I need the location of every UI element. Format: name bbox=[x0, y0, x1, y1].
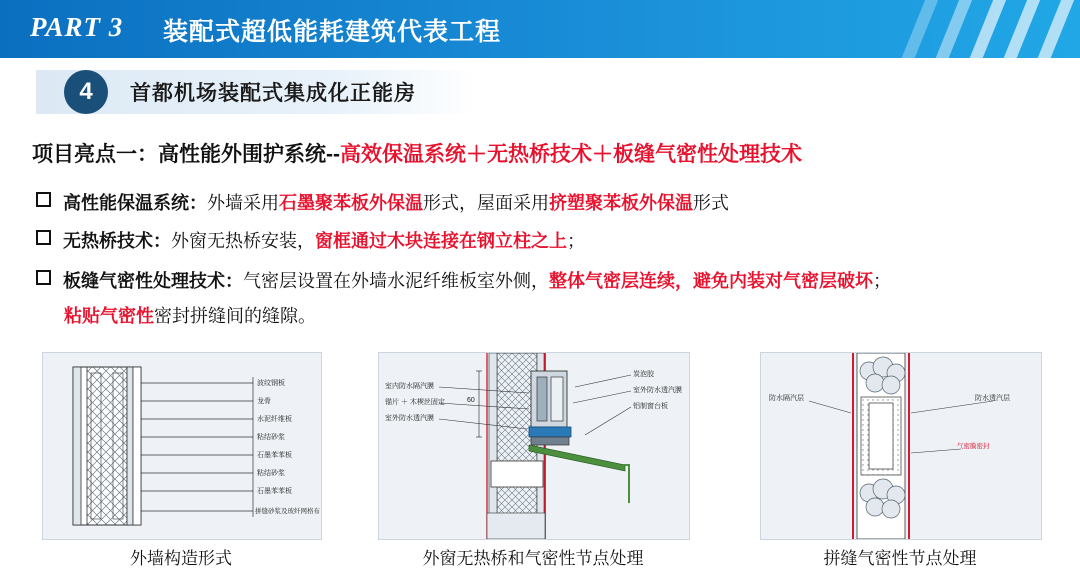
bullet-text: 形式，屋面采用 bbox=[423, 193, 549, 213]
bullet-item bbox=[36, 228, 585, 255]
figure-label: 波纹钢板 bbox=[257, 380, 285, 387]
figure-label: 室内防水隔汽膜 bbox=[385, 383, 434, 390]
figure-label: 龙骨 bbox=[257, 398, 271, 405]
section-title: 首都机场装配式集成化正能房 bbox=[130, 82, 416, 105]
figure-caption: 拼缝气密性节点处理 bbox=[823, 549, 977, 568]
bullet-text: 密封拼缝间的缝隙。 bbox=[154, 306, 316, 326]
part-title: 装配式超低能耗建筑代表工程 bbox=[163, 18, 502, 46]
joint-node-diagram bbox=[761, 353, 1041, 539]
bullet-square-icon bbox=[36, 270, 51, 285]
bullet-text-red: 整体气密层连续，避免内装对气密层破坏 bbox=[549, 271, 873, 291]
lead-prefix: 项目亮点一：高性能外围护系统-- bbox=[32, 143, 340, 166]
bullet-item bbox=[36, 190, 729, 217]
bullet-text-red: 挤塑聚苯板外保温 bbox=[549, 193, 693, 213]
figure-label: 防水隔汽层 bbox=[769, 395, 804, 402]
bullet-text: ； bbox=[567, 231, 585, 251]
bullet-square-icon bbox=[36, 192, 51, 207]
figure-image bbox=[760, 352, 1042, 540]
figure-label: 室外防水透汽膜 bbox=[633, 387, 682, 394]
figure-image bbox=[42, 352, 322, 540]
header-slash-decoration bbox=[750, 0, 1080, 58]
figure-dimension-label: 60 bbox=[467, 397, 475, 404]
bullet-text-red: 窗框通过木块连接在钢立柱之上 bbox=[315, 231, 567, 251]
bullet-label: 板缝气密性处理技术： bbox=[63, 271, 243, 291]
figure-label: 石墨苯苯板 bbox=[257, 452, 292, 459]
figure-label: 炭泡胶 bbox=[633, 371, 654, 378]
part-label: PART 3 bbox=[30, 12, 124, 42]
figure-label: 锚片 ＋ 木楔丝固定 bbox=[385, 399, 445, 406]
bullet-text: 外窗无热桥安装， bbox=[171, 231, 315, 251]
bullet-label: 无热桥技术： bbox=[63, 231, 171, 251]
lead-highlight: 高效保温系统＋无热桥技术＋板缝气密性处理技术 bbox=[340, 143, 802, 166]
bullet-text: ； bbox=[873, 271, 891, 291]
bullet-continuation bbox=[64, 302, 316, 328]
bullet-text-red: 粘贴气密性 bbox=[64, 306, 154, 326]
figure-label: 水泥纤维板 bbox=[257, 416, 292, 423]
figure-label: 石墨苯苯板 bbox=[257, 488, 292, 495]
bullet-square-icon bbox=[36, 230, 51, 245]
bullet-text: 形式 bbox=[693, 193, 729, 213]
figures-row bbox=[0, 348, 1080, 576]
bullet-label: 高性能保温系统： bbox=[63, 193, 207, 213]
figure-caption: 外窗无热桥和气密性节点处理 bbox=[422, 549, 644, 568]
figure-label: 铝制窗台板 bbox=[633, 403, 668, 410]
figure-image bbox=[378, 352, 690, 540]
bullet-text-red: 石墨聚苯板外保温 bbox=[279, 193, 423, 213]
section-header bbox=[36, 70, 476, 114]
figure-label: 室外防水透汽膜 bbox=[385, 415, 434, 422]
figure-label: 粘结砂浆 bbox=[257, 470, 285, 477]
figure-caption: 外墙构造形式 bbox=[130, 549, 232, 568]
figure-label: 气密膜密封 bbox=[957, 443, 990, 450]
slide-header bbox=[0, 0, 1080, 58]
bullet-text: 气密层设置在外墙水泥纤维板室外侧， bbox=[243, 271, 549, 291]
figure-label: 防水透汽层 bbox=[975, 395, 1010, 402]
bullet-item bbox=[36, 268, 891, 295]
lead-line bbox=[32, 138, 802, 168]
bullet-text: 外墙采用 bbox=[207, 193, 279, 213]
figure-label: 粘结砂浆 bbox=[257, 434, 285, 441]
section-number: 4 bbox=[64, 70, 108, 114]
figure-label: 拼缝砂浆及玻纤网格布 bbox=[255, 508, 320, 515]
